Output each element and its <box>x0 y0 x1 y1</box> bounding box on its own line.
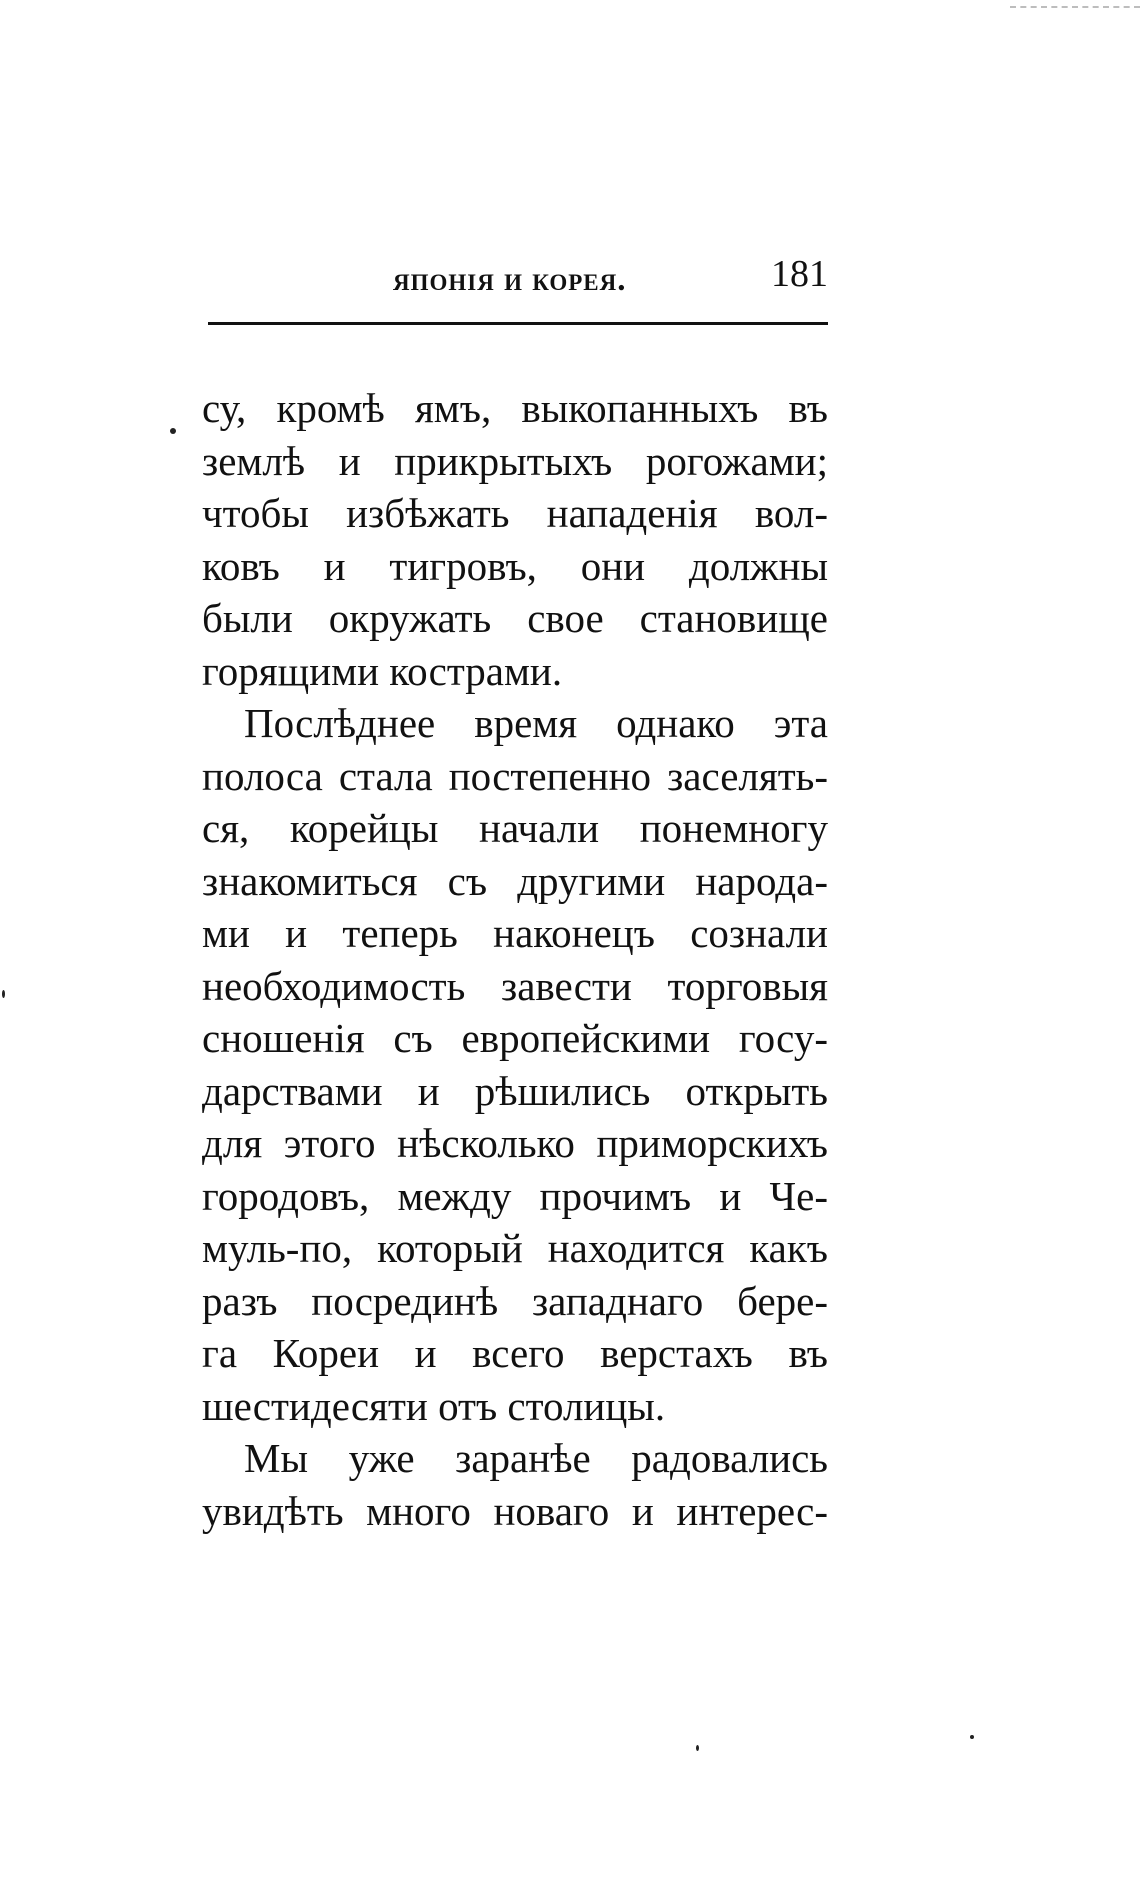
text-line: необходимость завести торговыя <box>202 962 828 1009</box>
paragraph-2 <box>202 697 828 1432</box>
text-line: Послѣднее время однако эта <box>244 700 828 746</box>
text-line: разъ посрединѣ западнаго бере- <box>202 1277 828 1324</box>
ink-speck <box>2 990 5 998</box>
text-line: дарствами и рѣшились открыть <box>202 1067 828 1114</box>
paragraph-1 <box>202 382 828 697</box>
text-line: шестидесяти отъ столицы. <box>202 1382 666 1429</box>
text-line: землѣ и прикрытыхъ рогожами; <box>202 437 828 484</box>
text-line: чтобы избѣжать нападенія вол- <box>202 490 828 536</box>
text-line: ковъ и тигровъ, они должны <box>202 542 828 589</box>
text-line: горящими кострами. <box>202 647 563 694</box>
text-line: су, кромѣ ямъ, выкопанныхъ въ <box>202 385 828 431</box>
text-line: городовъ, между прочимъ и Че- <box>202 1172 828 1219</box>
page-number: 181 <box>771 253 828 295</box>
header-rule <box>208 322 828 325</box>
scan-edge-mark <box>1010 6 1140 8</box>
text-line: сношенія съ европейскими госу- <box>202 1015 828 1061</box>
text-line: ми и теперь наконецъ сознали <box>202 910 828 956</box>
text-line: для этого нѣсколько приморскихъ <box>202 1120 828 1166</box>
text-line: знакомиться съ другими народа- <box>202 857 828 904</box>
text-line: Мы уже заранѣе радовались <box>244 1435 828 1481</box>
text-line: ся, корейцы начали понемногу <box>202 805 828 851</box>
text-line: га Кореи и всего верстахъ въ <box>202 1330 828 1376</box>
text-line: полоса стала постепенно заселять- <box>202 752 828 799</box>
ink-speck <box>970 1735 974 1739</box>
text-line: были окружать свое становище <box>202 595 828 641</box>
text-line: увидѣть много новаго и интерес- <box>202 1487 828 1534</box>
ink-speck <box>170 428 176 434</box>
body-text <box>202 382 828 1537</box>
text-line: муль-по, который находится какъ <box>202 1225 828 1271</box>
paragraph-3 <box>202 1432 828 1537</box>
running-title: японія и корея. <box>393 262 627 298</box>
ink-speck <box>696 1745 699 1751</box>
running-head <box>208 252 828 312</box>
